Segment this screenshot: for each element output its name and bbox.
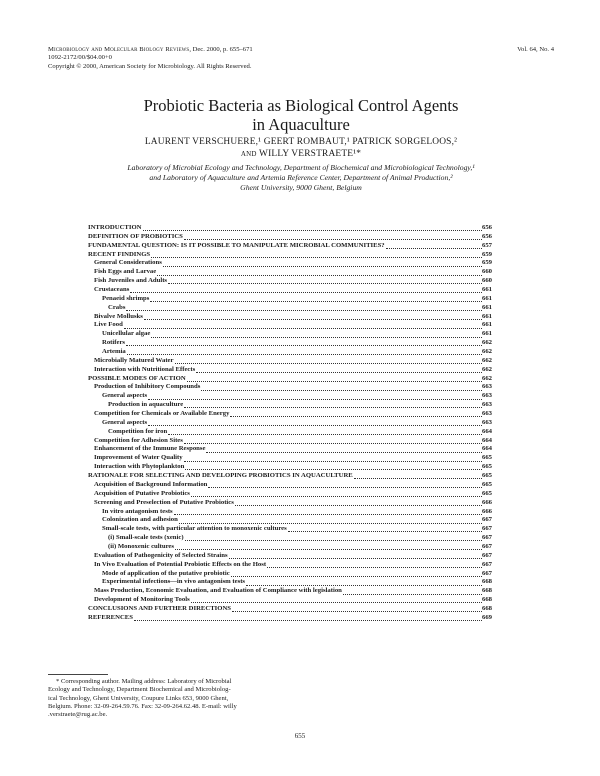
toc-entry-page: 662 — [481, 356, 492, 364]
toc-entry — [88, 392, 492, 401]
toc-leader-dots — [191, 495, 482, 497]
toc-entry-page: 666 — [481, 507, 492, 515]
toc-leader-dots — [130, 291, 482, 293]
toc-entry-page: 667 — [481, 569, 492, 577]
toc-entry-page: 661 — [481, 321, 492, 329]
toc-entry — [88, 454, 492, 463]
toc-entry — [88, 277, 492, 286]
toc-leader-dots — [196, 371, 482, 373]
toc-entry-page: 664 — [481, 427, 492, 435]
toc-entry-page: 667 — [481, 525, 492, 533]
toc-leader-dots — [343, 593, 482, 595]
toc-entry-title: Interaction with Nutritional Effects — [94, 365, 196, 373]
toc-entry-title: General Considerations — [94, 259, 162, 267]
toc-entry-page: 661 — [481, 330, 492, 338]
toc-entry — [88, 587, 492, 596]
toc-entry-page: 667 — [481, 534, 492, 542]
toc-entry — [88, 552, 492, 561]
toc-leader-dots — [163, 265, 482, 267]
toc-entry-title: Small-scale tests, with particular attention to monoxenic cultures — [102, 525, 287, 533]
toc-entry-title: Improvement of Water Quality — [94, 454, 183, 462]
toc-entry — [88, 543, 492, 552]
toc-entry-page: 667 — [481, 560, 492, 568]
toc-entry — [88, 596, 492, 605]
toc-entry-title: Crustaceans — [94, 286, 130, 294]
toc-entry — [88, 516, 492, 525]
toc-entry — [88, 330, 492, 339]
toc-entry — [88, 437, 492, 446]
toc-entry-title: REFERENCES — [88, 613, 133, 621]
toc-entry-title: Acquisition of Background Information — [94, 480, 208, 488]
affiliations — [60, 163, 542, 192]
footnote-line: .verstraete@rug.ac.be. — [48, 711, 108, 719]
toc-entry-title: Experimental infections—in vivo antagonism tests — [102, 578, 246, 586]
toc-entry-page: 659 — [481, 259, 492, 267]
toc-entry-title: Colonization and adhesion — [102, 516, 178, 524]
toc-entry-page: 663 — [481, 401, 492, 409]
toc-entry — [88, 481, 492, 490]
toc-entry-page: 665 — [481, 454, 492, 462]
toc-entry-page: 661 — [481, 303, 492, 311]
toc-entry-title: Competition for Adhesion Sites — [94, 436, 183, 444]
toc-entry-title: FUNDAMENTAL QUESTION: IS IT POSSIBLE TO MANIPULATE MICROBIAL COMMUNITIES? — [88, 241, 385, 249]
toc-leader-dots — [201, 389, 482, 391]
authors-last: WILLY VERSTRAETE¹* — [256, 148, 362, 159]
toc-entry — [88, 304, 492, 313]
affiliation-line-3: Ghent University, 9000 Ghent, Belgium — [240, 182, 362, 192]
toc-entry-page: 665 — [481, 463, 492, 471]
toc-entry-title: Acquisition of Putative Probiotics — [94, 489, 190, 497]
toc-entry-title: POSSIBLE MODES OF ACTION — [88, 374, 186, 382]
toc-entry — [88, 419, 492, 428]
toc-entry — [88, 224, 492, 233]
toc-leader-dots — [184, 460, 482, 462]
toc-entry-page: 660 — [481, 277, 492, 285]
toc-entry-page: 666 — [481, 498, 492, 506]
toc-entry-page: 664 — [481, 436, 492, 444]
toc-leader-dots — [150, 300, 482, 302]
toc-entry-page: 665 — [481, 489, 492, 497]
toc-entry-title: Production in aquaculture — [108, 401, 184, 409]
toc-entry-title: General aspects — [102, 392, 148, 400]
toc-leader-dots — [134, 619, 482, 621]
toc-entry — [88, 366, 492, 375]
toc-entry-title: Bivalve Mollusks — [94, 312, 143, 320]
toc-leader-dots — [168, 433, 482, 435]
toc-entry-title: CONCLUSIONS AND FURTHER DIRECTIONS — [88, 604, 232, 612]
toc-entry-page: 660 — [481, 268, 492, 276]
toc-leader-dots — [144, 318, 482, 320]
toc-entry-page: 662 — [481, 348, 492, 356]
toc-entry-page: 667 — [481, 516, 492, 524]
toc-leader-dots — [185, 468, 482, 470]
toc-entry-page: 661 — [481, 312, 492, 320]
page-number: 655 — [294, 732, 306, 740]
toc-entry-page: 662 — [481, 339, 492, 347]
toc-entry — [88, 463, 492, 472]
toc-entry-page: 661 — [481, 294, 492, 302]
author-list — [48, 137, 554, 160]
toc-entry-title: Production of Inhibitory Compounds — [94, 383, 201, 391]
toc-entry-page: 665 — [481, 472, 492, 480]
toc-entry-page: 667 — [481, 542, 492, 550]
toc-entry — [88, 401, 492, 410]
footnote-line: ical Technology, Ghent University, Coupure Links 653, 9000 Ghent, — [48, 694, 229, 702]
toc-entry-page: 663 — [481, 383, 492, 391]
toc-entry-title: Crabs — [108, 303, 126, 311]
toc-leader-dots — [157, 274, 482, 276]
footnote-line: Ecology and Technology, Department Biochemical and Microbiolog- — [48, 686, 231, 694]
title-line-2: in Aquaculture — [252, 115, 350, 134]
toc-entry-page: 664 — [481, 445, 492, 453]
toc-leader-dots — [386, 247, 482, 249]
toc-entry — [88, 233, 492, 242]
toc-leader-dots — [148, 398, 482, 400]
toc-entry — [88, 313, 492, 322]
toc-leader-dots — [184, 238, 482, 240]
toc-entry-title: RATIONALE FOR SELECTING AND DEVELOPING PROBIOTICS IN AQUACULTURE — [88, 472, 353, 480]
toc-leader-dots — [246, 584, 482, 586]
toc-leader-dots — [231, 575, 482, 577]
toc-entry — [88, 410, 492, 419]
volume-issue: Vol. 64, No. 4 — [517, 46, 554, 53]
toc-leader-dots — [175, 548, 482, 550]
toc-leader-dots — [148, 424, 482, 426]
toc-entry — [88, 321, 492, 330]
toc-entry-title: Microbially Matured Water — [94, 356, 174, 364]
toc-leader-dots — [229, 557, 482, 559]
toc-entry-title: INTRODUCTION — [88, 224, 142, 231]
toc-leader-dots — [126, 309, 482, 311]
toc-leader-dots — [126, 344, 482, 346]
running-header — [48, 46, 554, 71]
toc-entry — [88, 339, 492, 348]
toc-leader-dots — [184, 406, 482, 408]
toc-leader-dots — [230, 415, 482, 417]
toc-leader-dots — [208, 486, 482, 488]
toc-entry — [88, 499, 492, 508]
toc-entry-title: In vitro antagonism tests — [102, 507, 173, 515]
affiliation-line-1: Laboratory of Microbial Ecology and Technology, Department of Biochemical and Microbiological Technology,¹ — [127, 163, 475, 172]
toc-entry — [88, 578, 492, 587]
toc-entry-title: Penaeid shrimps — [102, 294, 150, 302]
citation-details: , Dec. 2000, p. 655–671 — [189, 46, 253, 53]
toc-entry-page: 667 — [481, 551, 492, 559]
toc-entry-title: DEFINITION OF PROBIOTICS — [88, 232, 183, 240]
toc-entry-page: 661 — [481, 286, 492, 294]
toc-leader-dots — [151, 256, 482, 258]
toc-entry-title: General aspects — [102, 418, 148, 426]
toc-entry-title: Evaluation of Pathogenicity of Selected Strains — [94, 551, 228, 559]
toc-entry-title: Mass Production, Economic Evaluation, and Evaluation of Compliance with legislation — [94, 587, 342, 595]
toc-entry-title: Enhancement of the Immune Response — [94, 445, 206, 453]
footnote-line: Belgium. Phone: 32-09-264.59.76. Fax: 32-09-264.62.48. E-mail: willy — [48, 703, 237, 711]
toc-entry — [88, 251, 492, 260]
toc-entry — [88, 286, 492, 295]
toc-entry-page: 668 — [481, 604, 492, 612]
authors-line-2 — [48, 149, 554, 161]
toc-entry-title: RECENT FINDINGS — [88, 250, 151, 258]
toc-entry — [88, 472, 492, 481]
toc-entry-title: Interaction with Phytoplankton — [94, 463, 185, 471]
toc-leader-dots — [187, 380, 482, 382]
toc-entry — [88, 445, 492, 454]
toc-leader-dots — [174, 513, 482, 515]
toc-entry-page: 657 — [481, 241, 492, 249]
table-of-contents — [88, 224, 492, 623]
toc-entry — [88, 242, 492, 251]
footnote-line: * Corresponding author. Mailing address: Laboratory of Microbial — [56, 678, 232, 685]
toc-entry — [88, 490, 492, 499]
toc-leader-dots — [191, 601, 482, 603]
toc-entry-title: (i) Small-scale tests (xenic) — [108, 534, 184, 542]
toc-entry — [88, 295, 492, 304]
affiliation-line-2: and Laboratory of Aquaculture and Artemia Reference Center, Department of Animal Production,² — [149, 172, 453, 182]
toc-leader-dots — [235, 504, 482, 506]
toc-entry — [88, 428, 492, 437]
toc-entry — [88, 259, 492, 268]
toc-entry — [88, 570, 492, 579]
toc-leader-dots — [151, 336, 482, 338]
toc-entry-page: 662 — [481, 374, 492, 382]
corresponding-author-footnote — [48, 678, 294, 720]
toc-entry-page: 663 — [481, 392, 492, 400]
toc-entry-title: Fish Juveniles and Adults — [94, 277, 168, 285]
authors-and: AND — [240, 149, 257, 158]
toc-entry-page: 663 — [481, 418, 492, 426]
toc-leader-dots — [179, 522, 482, 524]
journal-name: Microbiology and Molecular Biology Reviews — [48, 46, 190, 53]
toc-entry — [88, 614, 492, 623]
toc-entry-title: In Vivo Evaluation of Potential Probiotic Effects on the Host — [94, 560, 267, 568]
toc-entry-page: 668 — [481, 587, 492, 595]
toc-entry-title: Competition for Chemicals or Available Energy — [94, 410, 230, 418]
toc-entry-page: 669 — [481, 613, 492, 621]
toc-leader-dots — [184, 442, 482, 444]
toc-leader-dots — [267, 566, 482, 568]
toc-entry — [88, 605, 492, 614]
copyright: Copyright © 2000, American Society for Microbiology. All Rights Reserved. — [48, 62, 252, 70]
toc-entry-title: Live Food — [94, 321, 123, 329]
toc-entry-title: Rotifers — [102, 339, 126, 347]
authors-line-1: LAURENT VERSCHUERE,¹ GEERT ROMBAUT,¹ PATRICK SORGELOOS,² — [144, 137, 458, 147]
toc-entry-page: 665 — [481, 480, 492, 488]
issn: 1092-2172/00/$04.00+0 — [48, 54, 112, 62]
journal-citation — [48, 46, 253, 54]
toc-entry — [88, 508, 492, 517]
toc-leader-dots — [288, 530, 482, 532]
toc-leader-dots — [206, 451, 482, 453]
toc-entry-page: 662 — [481, 365, 492, 373]
toc-leader-dots — [232, 610, 482, 612]
toc-entry-title: Unicellular algae — [102, 330, 151, 338]
toc-entry-page: 663 — [481, 410, 492, 418]
article-title — [48, 96, 554, 134]
toc-entry-title: Development of Monitoring Tools — [94, 596, 190, 604]
toc-entry-title: Fish Eggs and Larvae — [94, 268, 157, 276]
toc-entry-title: Artemia — [102, 348, 126, 356]
toc-entry-title: Screening and Preselection of Putative Probiotics — [94, 498, 234, 506]
toc-entry-title: (ii) Monoxenic cultures — [108, 542, 174, 550]
toc-entry-page: 668 — [481, 578, 492, 586]
toc-entry — [88, 357, 492, 366]
title-line-1: Probiotic Bacteria as Biological Control Agents — [143, 96, 459, 115]
toc-entry-page: 656 — [481, 232, 492, 240]
toc-entry-page: 659 — [481, 250, 492, 258]
footnote-rule — [48, 674, 108, 675]
toc-leader-dots — [354, 477, 482, 479]
toc-entry-page: 668 — [481, 596, 492, 604]
toc-entry-title: Mode of application of the putative probiotic — [102, 569, 230, 577]
toc-leader-dots — [124, 327, 482, 329]
toc-leader-dots — [127, 353, 482, 355]
toc-leader-dots — [143, 229, 482, 231]
toc-entry — [88, 375, 492, 384]
toc-entry — [88, 383, 492, 392]
toc-leader-dots — [185, 539, 482, 541]
toc-entry-page: 656 — [481, 224, 492, 231]
toc-leader-dots — [175, 362, 482, 364]
toc-entry-title: Competition for iron — [108, 427, 168, 435]
toc-entry — [88, 525, 492, 534]
toc-entry — [88, 561, 492, 570]
toc-entry — [88, 348, 492, 357]
toc-leader-dots — [168, 282, 482, 284]
toc-entry — [88, 534, 492, 543]
toc-entry — [88, 268, 492, 277]
